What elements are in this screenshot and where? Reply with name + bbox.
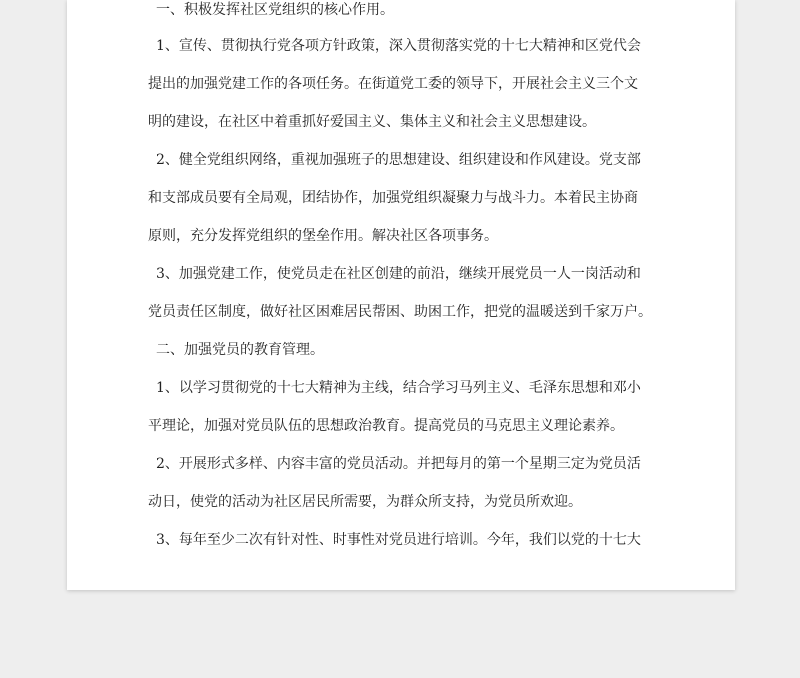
paragraph-line: 3、加强党建工作，使党员走在社区创建的前沿，继续开展党员一人一岗活动和 <box>156 266 641 282</box>
paragraph-line: 2、健全党组织网络，重视加强班子的思想建设、组织建设和作风建设。党支部 <box>156 152 641 168</box>
paragraph-line: 1、以学习贯彻党的十七大精神为主线，结合学习马列主义、毛泽东思想和邓小 <box>156 380 641 396</box>
paragraph-line: 3、每年至少二次有针对性、时事性对党员进行培训。今年，我们以党的十七大 <box>156 532 641 548</box>
paragraph-line: 党员责任区制度，做好社区困难居民帮困、助困工作，把党的温暖送到千家万户。 <box>148 304 652 320</box>
paragraph-line: 动日，使党的活动为社区居民所需要，为群众所支持，为党员所欢迎。 <box>148 494 582 510</box>
paragraph-line: 原则，充分发挥党组织的堡垒作用。解决社区各项事务。 <box>148 228 498 244</box>
paragraph-line: 提出的加强党建工作的各项任务。在街道党工委的领导下，开展社会主义三个文 <box>148 76 638 92</box>
section-heading-1: 一、积极发挥社区党组织的核心作用。 <box>156 2 394 18</box>
paragraph-line: 明的建设，在社区中着重抓好爱国主义、集体主义和社会主义思想建设。 <box>148 114 596 130</box>
document-page <box>67 0 735 590</box>
paragraph-line: 和支部成员要有全局观，团结协作，加强党组织凝聚力与战斗力。本着民主协商 <box>148 190 638 206</box>
paragraph-line: 1、宣传、贯彻执行党各项方针政策，深入贯彻落实党的十七大精神和区党代会 <box>156 38 641 54</box>
paragraph-line: 平理论，加强对党员队伍的思想政治教育。提高党员的马克思主义理论素养。 <box>148 418 624 434</box>
paragraph-line: 2、开展形式多样、内容丰富的党员活动。并把每月的第一个星期三定为党员活 <box>156 456 641 472</box>
section-heading-2: 二、加强党员的教育管理。 <box>156 342 324 358</box>
